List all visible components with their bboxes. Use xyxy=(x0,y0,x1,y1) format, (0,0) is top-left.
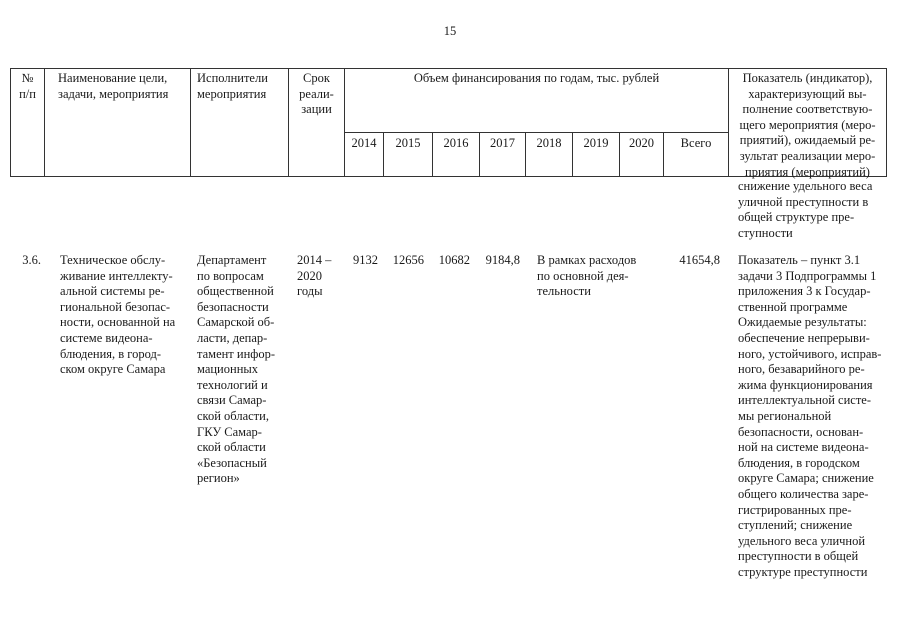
row-indicator: Показатель – пункт 3.1 задачи 3 Подпрограммы 1 приложения 3 к Государ- ственной программе Ожидаемые результаты: обеспечение непрерыви- ного, устойчивого, исправ- ного, безаварийного ре- жима функционирования интеллектуальной систе- мы региональной безопасности, основан- ной на системе видеона- блюдения, в городском округе Самара; снижение общего количества заре- гистрированных пре- ступлений; снижение удельного веса уличной преступности в общей структуре преступности xyxy=(738,253,882,579)
row-term: 2014 – 2020 годы xyxy=(297,253,332,299)
header-total: Всего xyxy=(680,136,712,150)
header-term: Срок реали- зации xyxy=(299,71,334,117)
row-name: Техническое обслу- живание интеллекту- альной системы ре- гиональной безопас- ности, основанной на системе видеона- блюдения, в город- ском округе Самара xyxy=(60,253,176,377)
header-year-2020: 2020 xyxy=(629,136,654,150)
row-value-2014: 9132 xyxy=(353,253,378,267)
row-executors: Департамент по вопросам общественной безопасности Самарской об- ласти, депар- тамент инфор- мационных технологий и связи Самар- ской области, ГКУ Самар- ской области «Безопасный регион» xyxy=(197,253,276,486)
col-border xyxy=(886,68,887,177)
header-year-2015: 2015 xyxy=(395,136,421,150)
header-indicator: Показатель (индикатор), характеризующий вы- полнение соответствую- щего мероприятия (меро- приятий), ожидаемый ре- зультат реализации меро- приятия (мероприятий) xyxy=(739,71,876,179)
header-funding: Объем финансирования по годам, тыс. рублей xyxy=(413,71,660,85)
header-name: Наименование цели, задачи, мероприятия xyxy=(58,71,169,101)
header-year-2014: 2014 xyxy=(351,136,377,150)
table-top-border xyxy=(10,68,886,69)
row-note-2018-2020: В рамках расходов по основной дея- тельности xyxy=(537,253,637,299)
row-value-2016: 10682 xyxy=(438,253,470,267)
header-year-2017: 2017 xyxy=(490,136,515,150)
header-num: № п/п xyxy=(19,71,36,101)
continuation-text: снижение удельного веса уличной преступности в общей структуре пре- ступности xyxy=(738,179,873,240)
row-total: 41654,8 xyxy=(679,253,720,267)
row-num: 3.6. xyxy=(22,253,41,267)
row-value-2017: 9184,8 xyxy=(485,253,520,267)
header-year-2016: 2016 xyxy=(443,136,469,150)
header-executors: Исполнители мероприятия xyxy=(197,71,268,101)
years-row-separator xyxy=(344,132,728,133)
col-border xyxy=(44,68,45,177)
page-number: 15 xyxy=(443,24,457,38)
col-border xyxy=(190,68,191,177)
header-year-2018: 2018 xyxy=(536,136,562,150)
header-year-2019: 2019 xyxy=(583,136,609,150)
row-value-2015: 12656 xyxy=(392,253,424,267)
